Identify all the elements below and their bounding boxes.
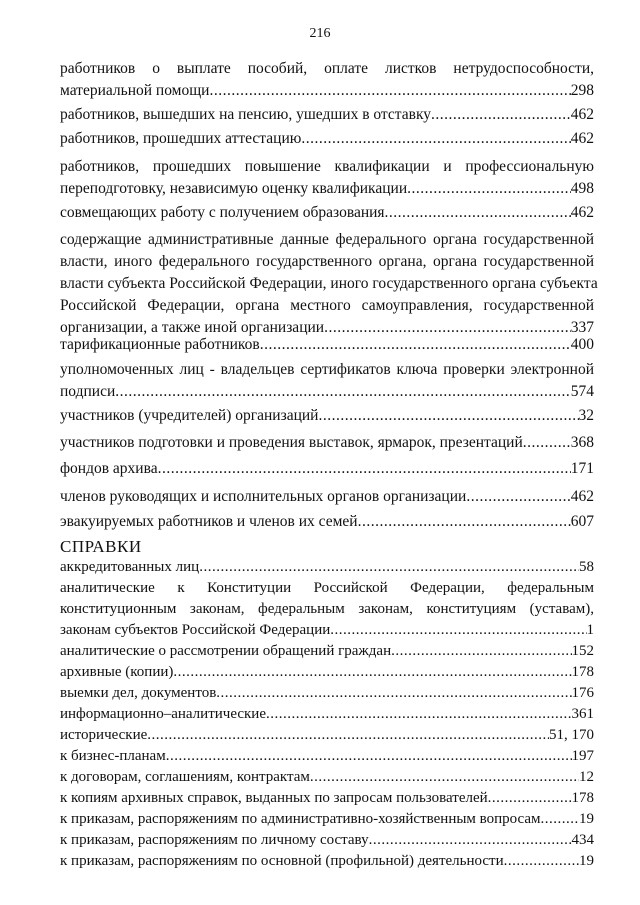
dot-leader [385,202,571,224]
entry-text: эвакуируемых работников и членов их семей [60,513,358,530]
dot-leader [266,704,572,725]
entry-text: к приказам, распоряжениям по основной (профильной) деятельности [60,853,504,869]
index-entry [60,746,594,767]
entry-text-line: работников, прошедших повышение квалификации и профессиональную [60,158,594,175]
entry-last-line [60,746,594,767]
index-entry [60,486,594,508]
index-entry [60,405,594,427]
entry-text: работников, прошедших аттестацию [60,130,302,147]
entry-text: к договорам, соглашениям, контрактам [60,769,310,785]
page-ref: 152 [571,643,594,659]
index-entry [60,458,594,480]
page-ref: 19 [579,853,594,869]
page-ref: 12 [579,769,594,785]
dot-leader [369,830,572,851]
entry-last-line [60,80,594,102]
index-entry [60,511,594,533]
entry-last-line [60,486,594,508]
page-ref: 337 [570,319,594,336]
entry-text-line: работников о выплате пособий, оплате листков нетрудоспособности, [60,60,594,77]
dot-leader [504,851,579,872]
entry-last-line [60,662,594,683]
dot-leader [301,128,570,150]
entry-text: законам субъектов Российской Федерации [60,622,331,638]
page-ref: 498 [570,180,594,197]
index-entry [60,359,594,403]
entry-text-line: Российской Федерации, органа местного самоуправления, государственной [60,297,594,314]
entry-text-line: содержащие административные данные федерального органа государственной [60,231,594,248]
entry-last-line [60,683,594,704]
entry-text: к бизнес-планам [60,748,166,764]
index-entry [60,851,594,872]
entry-text: к приказам, распоряжениям по личному составу [60,832,369,848]
entry-last-line [60,851,594,872]
dot-leader [310,767,579,788]
index-entry [60,156,594,200]
page-ref: 178 [571,664,594,680]
dot-leader [158,458,571,480]
page-ref: 32 [578,407,594,424]
dot-leader [260,334,571,356]
entry-text: аккредитованных лиц [60,559,200,575]
dot-leader [166,746,572,767]
index-entry [60,128,594,150]
dot-leader [358,511,571,533]
entry-text: подписи [60,383,116,400]
entry-last-line [60,725,594,746]
entry-text: переподготовку, независимую оценку квалификации [60,180,408,197]
page-ref: 361 [571,706,594,722]
entry-text: совмещающих работу с получением образования [60,204,385,221]
dot-leader [318,405,578,427]
entry-text: информационно–аналитические [60,706,266,722]
index-entry [60,830,594,851]
entry-text: тарификационные работников [60,336,260,353]
entry-last-line [60,511,594,533]
entry-text: материальной помощи [60,82,210,99]
entry-text: участников подготовки и проведения выставок, ярмарок, презентаций [60,434,523,451]
entry-text: исторические [60,727,148,743]
page-number: 216 [309,26,331,41]
entry-last-line [60,788,594,809]
entry-text: к приказам, распоряжениям по административно-хозяйственным вопросам [60,811,541,827]
entry-last-line [60,767,594,788]
dot-leader [466,486,570,508]
entry-last-line [60,620,594,641]
index-entry [60,662,594,683]
entry-last-line [60,334,594,356]
index-entry [60,788,594,809]
entry-last-line [60,405,594,427]
index-entry [60,58,594,102]
dot-leader [115,381,571,403]
index-entry [60,104,594,126]
index-entry [60,229,598,339]
dot-leader [173,662,571,683]
entry-text: организации, а также иной организации [60,319,325,336]
entry-text: работников, вышедших на пенсию, ушедших в отставку [60,106,432,123]
index-entry [60,432,594,454]
index-entry [60,334,594,356]
entry-text: к копиям архивных справок, выданных по запросам пользователей [60,790,488,806]
entry-last-line [60,557,594,578]
entry-last-line [60,128,594,150]
index-entry [60,641,594,662]
dot-leader [523,432,571,454]
dot-leader [391,641,571,662]
page-ref: 368 [570,434,594,451]
index-entry [60,557,594,578]
index-entry [60,809,594,830]
page-ref: 607 [570,513,594,530]
page-ref: 574 [570,383,594,400]
page-ref: 462 [570,204,594,221]
entry-last-line [60,458,594,480]
page-ref: 462 [570,106,594,123]
index-entry [60,683,594,704]
index-entry [60,704,594,725]
entry-text: аналитические о рассмотрении обращений граждан [60,643,392,659]
page-ref: 462 [570,488,594,505]
entry-text: выемки дел, документов [60,685,217,701]
page-ref: 400 [570,336,594,353]
entry-last-line [60,178,594,200]
entry-last-line [60,432,594,454]
index-entry [60,767,594,788]
dot-leader [199,557,579,578]
page-ref: 171 [570,460,594,477]
entry-last-line [60,202,594,224]
entry-text: участников (учредителей) организаций [60,407,319,424]
page-ref: 298 [570,82,594,99]
page-ref: 178 [571,790,594,806]
page-ref: 197 [571,748,594,764]
dot-leader [431,104,571,126]
page-ref: 176 [571,685,594,701]
entry-text-line: власти, иного федерального государственного органа, органа государственной [60,253,594,270]
section-heading: СПРАВКИ [60,537,142,556]
entry-last-line [60,809,594,830]
entry-text: архивные (копии) [60,664,174,680]
entry-text-line: конституционным законам, федеральным законам, конституциям (уставам), [60,601,594,617]
dot-leader [330,620,586,641]
dot-leader [407,178,571,200]
index-entry [60,725,594,746]
dot-leader [216,683,571,704]
entry-text: фондов архива [60,460,158,477]
page-ref: 434 [571,832,594,848]
entry-last-line [60,704,594,725]
page-ref: 51, 170 [549,727,594,743]
entry-last-line [60,381,594,403]
entry-last-line [60,641,594,662]
page-ref: 58 [579,559,594,575]
page-ref: 462 [570,130,594,147]
entry-text-line: уполномоченных лиц - владельцев сертификатов ключа проверки электронной [60,361,594,378]
entry-last-line [60,104,594,126]
entry-text-line: власти субъекта Российской Федерации, иного государственного органа субъекта [60,275,598,292]
entry-text-line: аналитические к Конституции Российской Федерации, федеральным [60,580,594,596]
page-ref: 19 [579,811,594,827]
index-entry [60,578,594,641]
index-entry [60,202,594,224]
dot-leader [147,725,549,746]
entry-text: членов руководящих и исполнительных органов организации [60,488,467,505]
dot-leader [541,809,579,830]
entry-last-line [60,830,594,851]
page-ref: 1 [586,622,594,638]
dot-leader [209,80,570,102]
dot-leader [488,788,572,809]
